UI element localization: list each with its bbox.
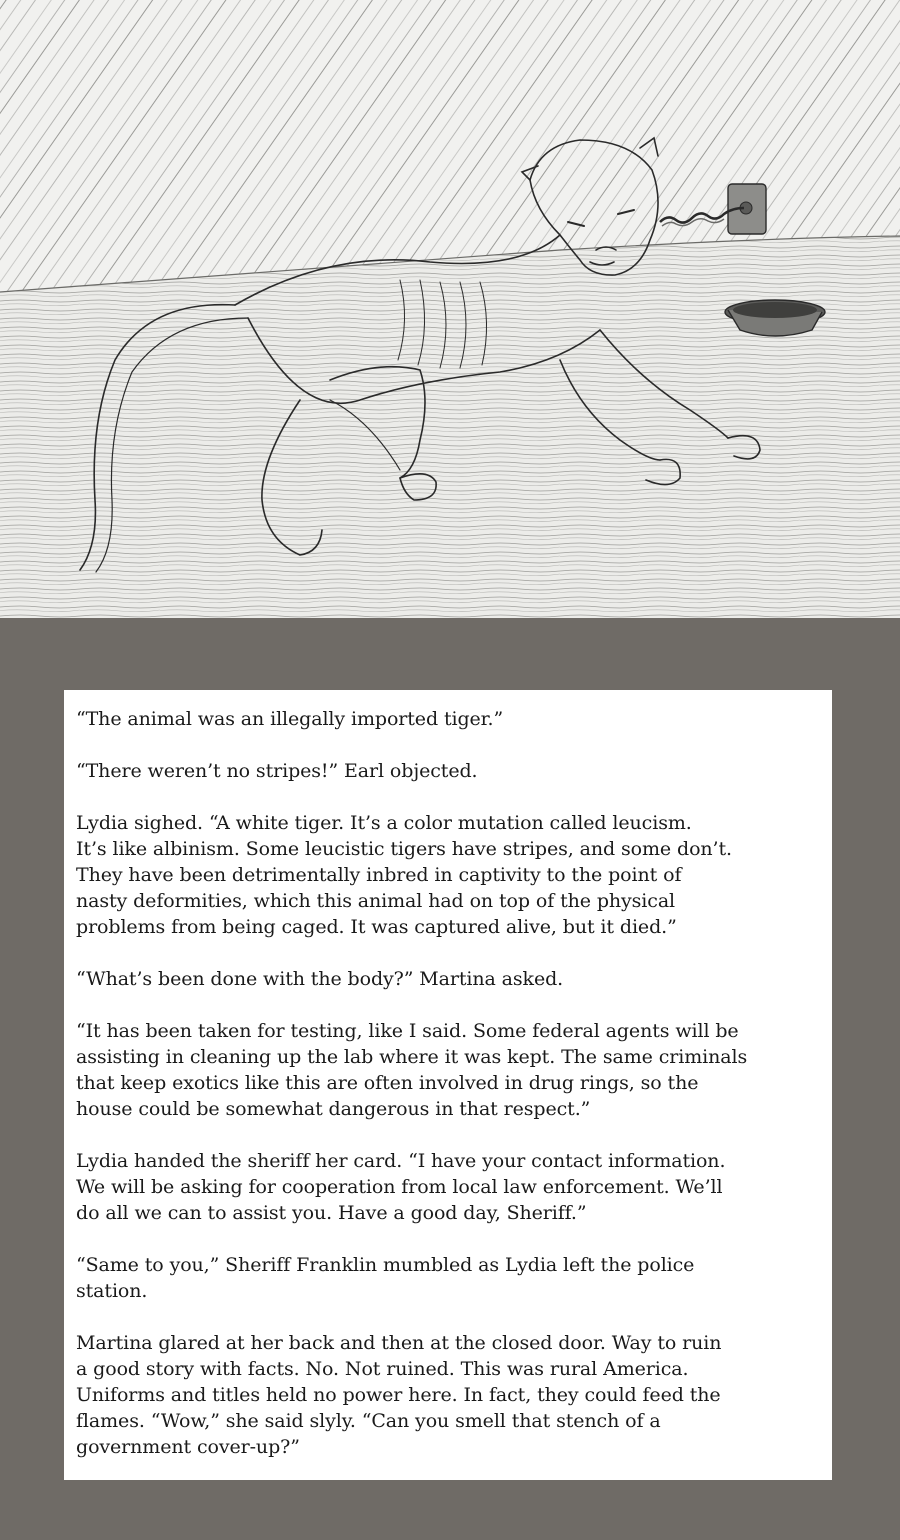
story-paragraph: “It has been taken for testing, like I said. Some federal agents will be assisting in cleaning up the lab where it was kept. The same criminals that keep exotics like this are often involved in drug rings, so the house could be somewhat dangerous in that respect.”: [76, 1020, 748, 1120]
story-paragraph: “Same to you,” Sheriff Franklin mumbled as Lydia left the police station.: [76, 1254, 695, 1302]
story-paragraph: Lydia handed the sheriff her card. “I have your contact information. We will be asking for cooperation from local law enforcement. We’ll do all we can to assist you. Have a good day, Sheriff.”: [76, 1150, 726, 1224]
story-paragraph: “The animal was an illegally imported tiger.”: [76, 708, 504, 730]
food-bowl-icon: [725, 300, 825, 336]
story-text-panel: [64, 690, 832, 1480]
story-paragraph: “There weren’t no stripes!” Earl objected.: [76, 760, 478, 782]
illustration: [0, 0, 900, 618]
story-paragraph: Lydia sighed. “A white tiger. It’s a color mutation called leucism. It’s like albinism. Some leucistic tigers have stripes, and some don’t. They have been detrimentally inbred in captivity to the point of nasty deformities, which this animal had on top of the physical problems from being caged. It was captured alive, but it died.”: [76, 812, 732, 938]
story-paragraph: Martina glared at her back and then at the closed door. Way to ruin a good story with facts. No. Not ruined. This was rural America. Uniforms and titles held no power here. In fact, they could feed the flames. “Wow,” she said slyly. “Can you smell that stench of a government cover-up?”: [76, 1332, 722, 1458]
story-paragraph: “What’s been done with the body?” Martina asked.: [76, 968, 564, 990]
sketch-drawing: [0, 0, 900, 618]
